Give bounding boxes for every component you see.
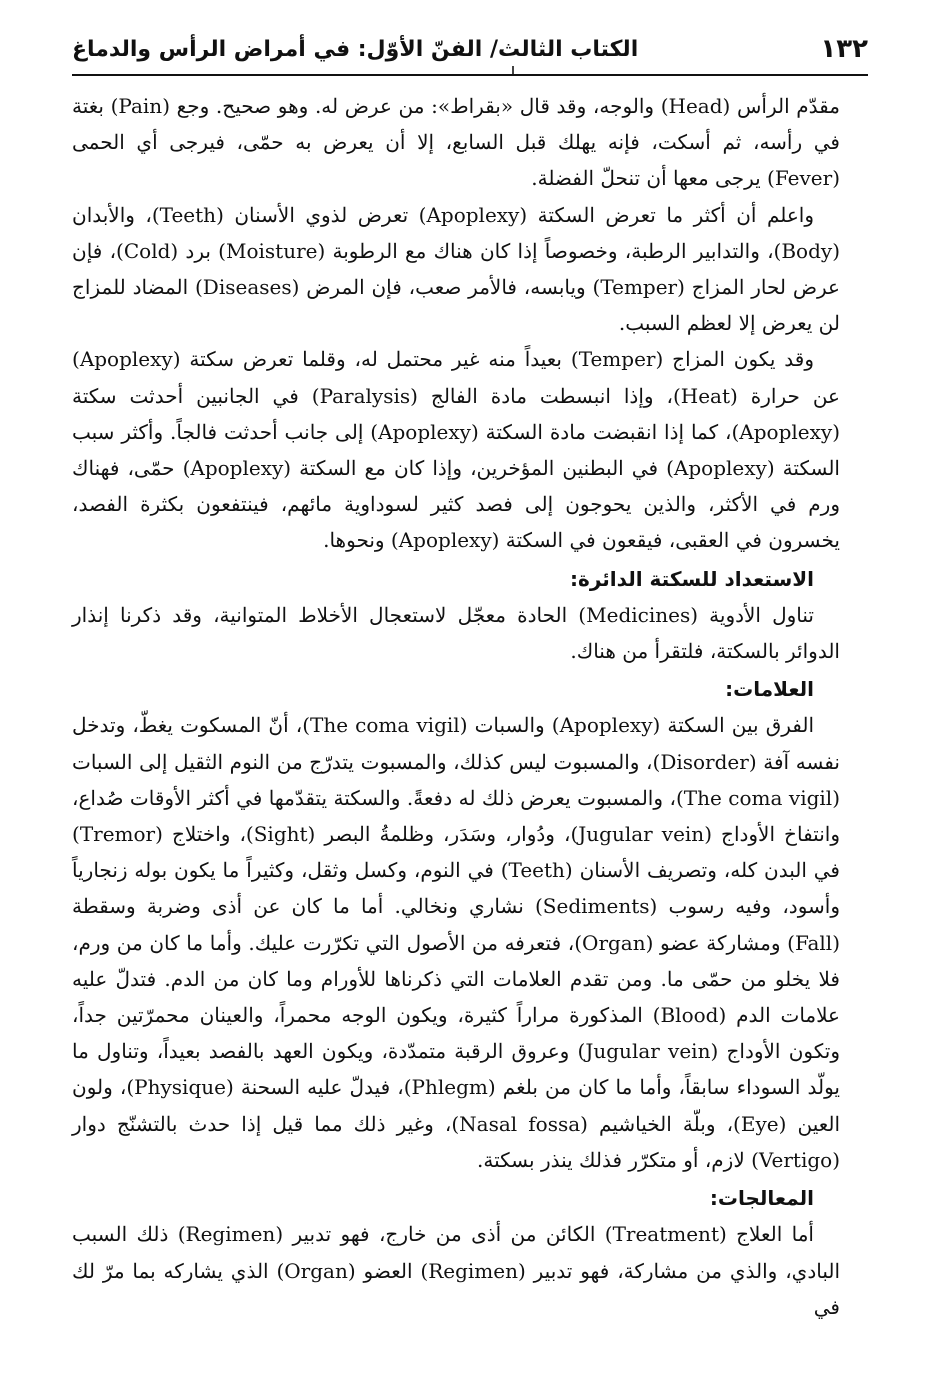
body-text <box>72 88 840 1325</box>
paragraph-temper: وقد يكون المزاج (Temper) بعيداً منه غير محتمل له، وقلما تعرض سكتة (Apoplexy) عن حرارة (Heat)، وإذا انبسطت مادة الفالج (Paralysis) في الجانبين أحدثت سكتة (Apoplexy)، كما إذا انقبضت مادة السكتة (Apoplexy) إلى جانب أحدثت فالجاً. وأكثر سبب السكتة (Apoplexy) في البطنين المؤخرين، وإذا كان مع السكتة (Apoplexy) حمّى، فهناك ورم في الأكثر، والذين يحوجون إلى فصد كثير لسوداوية مائهم، فينتفعون بكثرة الفصد، يخسرون في العقبى، فيقعون في السكتة (Apoplexy) ونحوها. <box>72 347 840 553</box>
section-heading-signs: العلامات: <box>725 677 814 702</box>
paragraph-treatments: أما العلاج (Treatment) الكائن من أذى من خارج، فهو تدبير (Regimen) ذلك السبب البادي، والذي من مشاركة، فهو تدبير (Regimen) العضو (Organ) الذي يشاركه بما مرّ لك في <box>72 1222 840 1319</box>
page-number: ١٣٢ <box>820 34 868 64</box>
paragraph-signs: الفرق بين السكتة (Apoplexy) والسبات (The coma vigil)، أنّ المسكوت يغطّ، وتدخل نفسه آفة (Disorder)، والمسبوت ليس كذلك، والمسبوت يتدرّج من النوم الثقيل إلى السبات (The coma vigil)، والمسبوت يعرض ذلك له دفعةً. والسكتة يتقدّمها في أكثر الأوقات صُداع، وانتفاخ الأوداج (Jugular vein)، ودُوار، وسَدَر، وظلمةُ البصر (Sight)، واختلاج (Tremor) في البدن كله، وتصريف الأسنان (Teeth) في النوم، وكسل وثقل، وكثيراً ما يكون بوله زنجارياً وأسود، وفيه رسوب (Sediments) نشاري ونخالي. أما ما كان عن أذى وضربة وسقطة (Fall) ومشاركة عضو (Organ)، فتعرفه من الأصول التي تكرّرت عليك. وأما ما كان من ورم، فلا يخلو من حمّى ما. ومن تقدم العلامات التي ذكرناها للأورام وما كان من الدم. فتدلّ عليه علامات الدم (Blood) المذكورة مراراً كثيرة، ويكون الوجه محمراً، والعينان محمرّتين جداً، وتكون الأوداج (Jugular vein) وعروق الرقبة متمدّدة، ويكون العهد بالفصد بعيداً، وتناول ما يولّد السوداء سابقاً، وأما ما كان من بلغم (Phlegm)، فيدلّ عليه السحنة (Physique)، ولون العين (Eye)، وبلّة الخياشيم (Nasal fossa)، وغير ذلك مما قيل إذا حدث بالتشنّج دوار (Vertigo) لازم، أو متكرّر فذلك ينذر بسكتة. <box>72 713 841 1172</box>
running-title: الكتاب الثالث/ الفنّ الأوّل: في أمراض الرأس والدماغ <box>72 36 639 62</box>
paragraph-continued: مقدّم الرأس (Head) والوجه، وقد قال «بقراط»: من عرض له. وهو صحيح. وجع (Pain) بغتة في رأسه، ثم أسكت، فإنه يهلك قبل السابع، إلا أن يعرض به حمّى، فيرجى أي الحمى (Fever) يرجى معها أن تنحلّ الفضلة. <box>72 94 840 191</box>
paragraph-preparation: تناول الأدوية (Medicines) الحادة معجّل لاستعجال الأخلاط المتوانية، وقد ذكرنا إنذار الدوائر بالسكتة، فلتقرأ من هناك. <box>72 602 840 664</box>
header-rule-mark <box>512 66 514 74</box>
paragraph-apoplexy-causes: واعلم أن أكثر ما تعرض السكتة (Apoplexy) تعرض لذوي الأسنان (Teeth)، والأبدان (Body)، والتدابير الرطبة، وخصوصاً إذا كان هناك مع الرطوبة (Moisture) برد (Cold)، فإن عرض لحار المزاج (Temper) ويابسه، فالأمر صعب، فإن المرض (Diseases) المضاد للمزاج لن يعرض إلا لعظم السبب. <box>72 202 841 336</box>
section-heading-preparation: الاستعداد للسكتة الدائرة: <box>570 566 814 591</box>
header-rule <box>72 74 868 76</box>
page-header <box>72 28 868 70</box>
section-heading-treatments: المعالجات: <box>709 1186 814 1211</box>
